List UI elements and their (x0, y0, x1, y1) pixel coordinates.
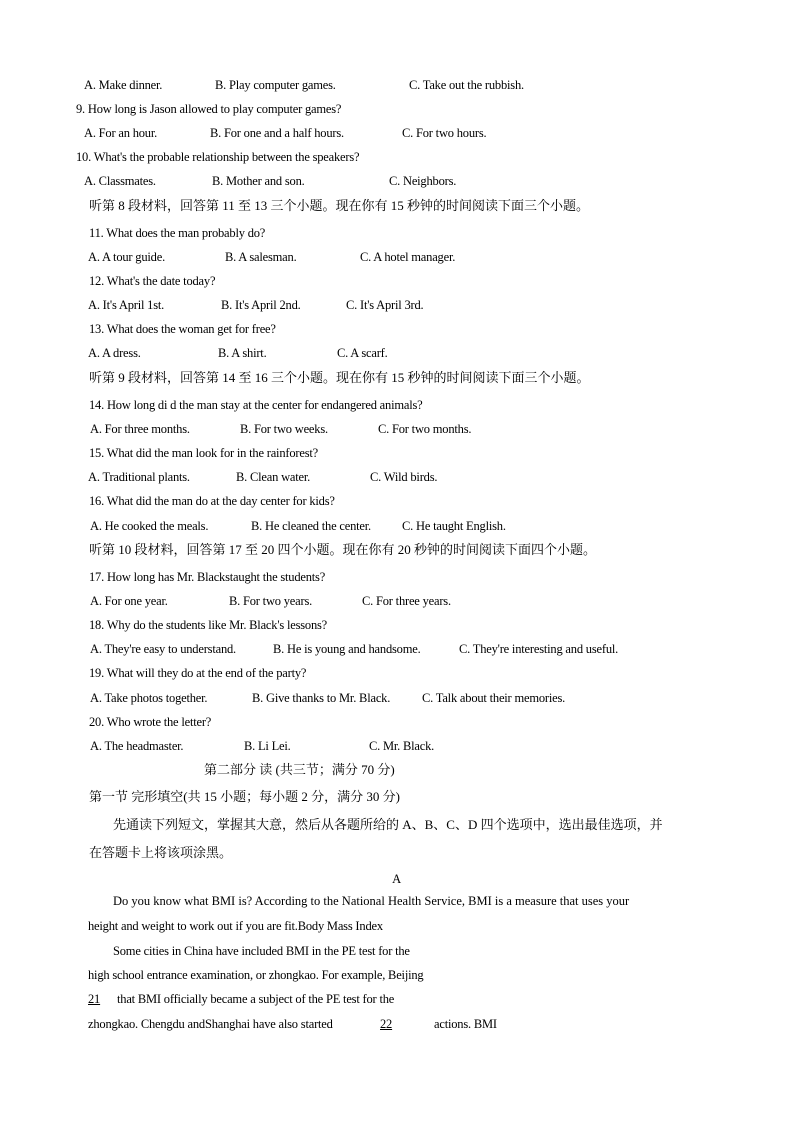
q19-option-c: C. Talk about their memories. (422, 691, 566, 705)
q9-option-b: B. For one and a half hours. (210, 126, 344, 140)
q17-option-a: A. For one year. (90, 594, 168, 608)
q16-option-a: A. He cooked the meals. (90, 519, 209, 533)
passage-p1-line-1 (113, 894, 713, 909)
q11-option-b: B. A salesman. (225, 250, 297, 264)
part-2-heading: 第二部分 读 (共三节；满分 70 分) (204, 762, 395, 777)
q10-option-c: C. Neighbors. (389, 174, 457, 188)
question-12: 12. What's the date today? (89, 274, 216, 288)
instruction-10: 听第 10 段材料，回答第 17 至 20 四个小题。现在你有 20 秒钟的时间阅读下面四个小题。 (89, 542, 597, 557)
passage-p2-line-3-text: that BMI officially became a subject of the PE test for the (117, 992, 395, 1006)
question-15: 15. What did the man look for in the rainforest? (89, 446, 318, 460)
q20-option-c: C. Mr. Black. (369, 739, 435, 753)
q9-option-c: C. For two hours. (402, 126, 487, 140)
question-19: 19. What will they do at the end of the party? (89, 666, 307, 680)
question-17: 17. How long has Mr. Blackstaught the students? (89, 570, 326, 584)
q15-option-b: B. Clean water. (236, 470, 311, 484)
question-10: 10. What's the probable relationship between the speakers? (76, 150, 360, 164)
q8-option-c: C. Take out the rubbish. (409, 78, 524, 92)
question-20: 20. Who wrote the letter? (89, 715, 212, 729)
question-18: 18. Why do the students like Mr. Black's lessons? (89, 618, 328, 632)
q13-option-c: C. A scarf. (337, 346, 388, 360)
passage-p2-line-4-text-b: actions. BMI (434, 1017, 497, 1031)
q17-option-b: B. For two years. (229, 594, 313, 608)
q20-option-b: B. Li Lei. (244, 739, 291, 753)
q13-option-b: B. A shirt. (218, 346, 267, 360)
q18-option-c: C. They're interesting and useful. (459, 642, 619, 656)
passage-p1-line-2: height and weight to work out if you are fit.Body Mass Index (88, 919, 383, 933)
instruction-line-2: 在答题卡上将该项涂黑。 (89, 845, 233, 860)
instruction-line-1: 先通读下列短文，掌握其大意，然后从各题所给的 A、B、C、D 四个选项中，选出最佳选项，并 (113, 817, 663, 832)
q14-option-c: C. For two months. (378, 422, 472, 436)
q9-option-a: A. For an hour. (84, 126, 158, 140)
q8-option-a: A. Make dinner. (84, 78, 163, 92)
q10-option-b: B. Mother and son. (212, 174, 305, 188)
q13-option-a: A. A dress. (88, 346, 141, 360)
q17-option-c: C. For three years. (362, 594, 451, 608)
passage-p1-line-1-text: Do you know what BMI is? According to the National Health Service, BMI is a measure that uses your (113, 894, 630, 908)
question-13: 13. What does the woman get for free? (89, 322, 276, 336)
blank-21[interactable]: 21 (88, 992, 101, 1006)
q12-option-b: B. It's April 2nd. (221, 298, 301, 312)
blank-22[interactable]: 22 (380, 1017, 393, 1031)
passage-p2-line-2: high school entrance examination, or zhongkao. For example, Beijing (88, 968, 424, 982)
q19-option-a: A. Take photos together. (90, 691, 208, 705)
q18-option-a: A. They're easy to understand. (90, 642, 236, 656)
passage-label: A (392, 872, 401, 886)
q11-option-c: C. A hotel manager. (360, 250, 456, 264)
q20-option-a: A. The headmaster. (90, 739, 184, 753)
q16-option-b: B. He cleaned the center. (251, 519, 371, 533)
section-1-heading: 第一节 完形填空(共 15 小题；每小题 2 分，满分 30 分) (89, 789, 400, 804)
q8-option-b: B. Play computer games. (215, 78, 336, 92)
passage-p2-line-1: Some cities in China have included BMI in the PE test for the (113, 944, 410, 958)
instruction-8: 听第 8 段材料，回答第 11 至 13 三个小题。现在你有 15 秒钟的时间阅读下面三个小题。 (89, 198, 590, 213)
q14-option-a: A. For three months. (90, 422, 190, 436)
instruction-9: 听第 9 段材料，回答第 14 至 16 三个小题。现在你有 15 秒钟的时间阅读下面三个小题。 (89, 370, 590, 385)
q12-option-a: A. It's April 1st. (88, 298, 165, 312)
q12-option-c: C. It's April 3rd. (346, 298, 424, 312)
q10-option-a: A. Classmates. (84, 174, 156, 188)
question-9: 9. How long is Jason allowed to play computer games? (76, 102, 342, 116)
q11-option-a: A. A tour guide. (88, 250, 166, 264)
question-11: 11. What does the man probably do? (89, 226, 266, 240)
passage-p2-line-4-text-a: zhongkao. Chengdu andShanghai have also started (88, 1017, 333, 1031)
q15-option-a: A. Traditional plants. (88, 470, 190, 484)
q15-option-c: C. Wild birds. (370, 470, 438, 484)
q18-option-b: B. He is young and handsome. (273, 642, 421, 656)
question-14: 14. How long di d the man stay at the center for endangered animals? (89, 398, 423, 412)
q14-option-b: B. For two weeks. (240, 422, 328, 436)
q16-option-c: C. He taught English. (402, 519, 506, 533)
q19-option-b: B. Give thanks to Mr. Black. (252, 691, 391, 705)
question-16: 16. What did the man do at the day center for kids? (89, 494, 335, 508)
